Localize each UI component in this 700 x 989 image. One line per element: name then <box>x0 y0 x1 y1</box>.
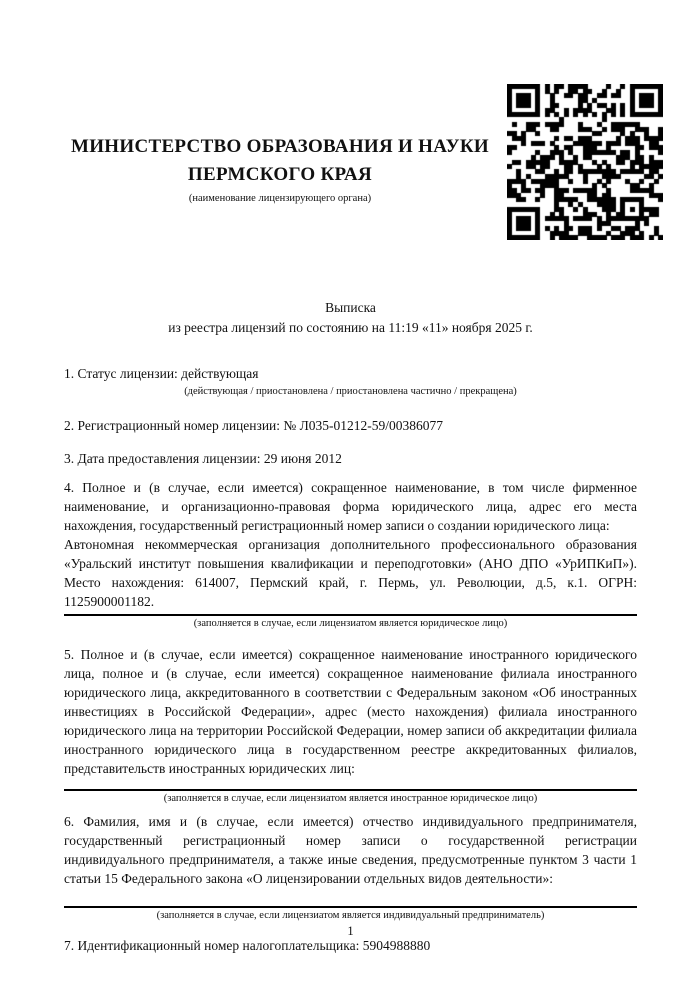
foreign-entity-section <box>64 645 637 806</box>
document-title-line1: Выписка <box>325 300 376 315</box>
legal-entity-question: 4. Полное и (в случае, если имеется) сокращенное наименование, в том числе фирменное наименование, и организационно-правовая форма юридического лица, адрес его места нахождения, государственный регистрационный номер записи о создании юридического лица: <box>64 480 637 533</box>
issuing-authority-header <box>30 133 530 206</box>
registration-number-item: 2. Регистрационный номер лицензии: № Л035-01212-59/00386077 <box>64 418 444 433</box>
license-status-options-caption: (действующая / приостановлена / приостановлена частично / прекращена) <box>184 386 517 397</box>
foreign-entity-caption: (заполняется в случае, если лицензиатом является иностранное юридическое лицо) <box>163 793 538 804</box>
qr-code-canvas <box>507 84 663 240</box>
foreign-entity-question: 5. Полное и (в случае, если имеется) сокращенное наименование иностранного юридического лица, полное и (в случае, если имеется) сокращенное наименование филиала иностранного юридического лица, аккредитованного в соответствии с Федеральным законом «Об иностранных инвестициях в Российской Федерации», адрес (место нахождения) филиала иностранного юридического лица на территории Российской Федерации, номер записи об аккредитации филиала иностранного юридического лица в государственном реестре аккредитованных филиалов, представительств иностранных юридических лиц: <box>64 647 637 776</box>
ministry-name-line1: МИНИСТЕРСТВО ОБРАЗОВАНИЯ И НАУКИ <box>70 136 490 157</box>
document-title <box>64 298 637 338</box>
individual-entrepreneur-question: 6. Фамилия, имя и (в случае, если имеется) отчество индивидуального предпринимателя, государственный регистрационный номер записи о государственной регистрации индивидуального предпринимателя, а также иные сведения, предусмотренные пунктом 3 части 1 статьи 15 Федерального закона «О лицензировании отдельных видов деятельности»: <box>64 814 637 886</box>
license-status-item: 1. Статус лицензии: действующая <box>64 366 259 381</box>
individual-entrepreneur-caption: (заполняется в случае, если лицензиатом является индивидуальный предприниматель) <box>156 910 545 921</box>
document-title-line2: из реестра лицензий по состоянию на 11:19 «11» ноября 2025 г. <box>168 320 533 335</box>
page-number: 1 <box>347 924 354 938</box>
grant-date-item: 3. Дата предоставления лицензии: 29 июня 2012 <box>64 451 342 466</box>
qr-code <box>507 84 663 240</box>
ministry-name-line2: ПЕРМСКОГО КРАЯ <box>187 164 373 185</box>
issuing-authority-caption: (наименование лицензирующего органа) <box>188 193 372 204</box>
extract-body <box>64 298 637 955</box>
legal-entity-answer: Автономная некоммерческая организация дополнительного профессионального образования «Уральский институт повышения квалификации и переподготовки» (АНО ДПО «УрИПКиП»). Место нахождения: 614007, Пермский край, г. Пермь, ул. Революции, д.5, к.1. ОГРН: 1125900001182. <box>64 535 637 616</box>
taxpayer-id-item: 7. Идентификационный номер налогоплательщика: 5904988880 <box>64 938 431 953</box>
ministry-name <box>30 133 530 189</box>
individual-entrepreneur-section <box>64 812 637 923</box>
legal-entity-section <box>64 478 637 631</box>
legal-entity-caption: (заполняется в случае, если лицензиатом является юридическое лицо) <box>193 618 508 629</box>
